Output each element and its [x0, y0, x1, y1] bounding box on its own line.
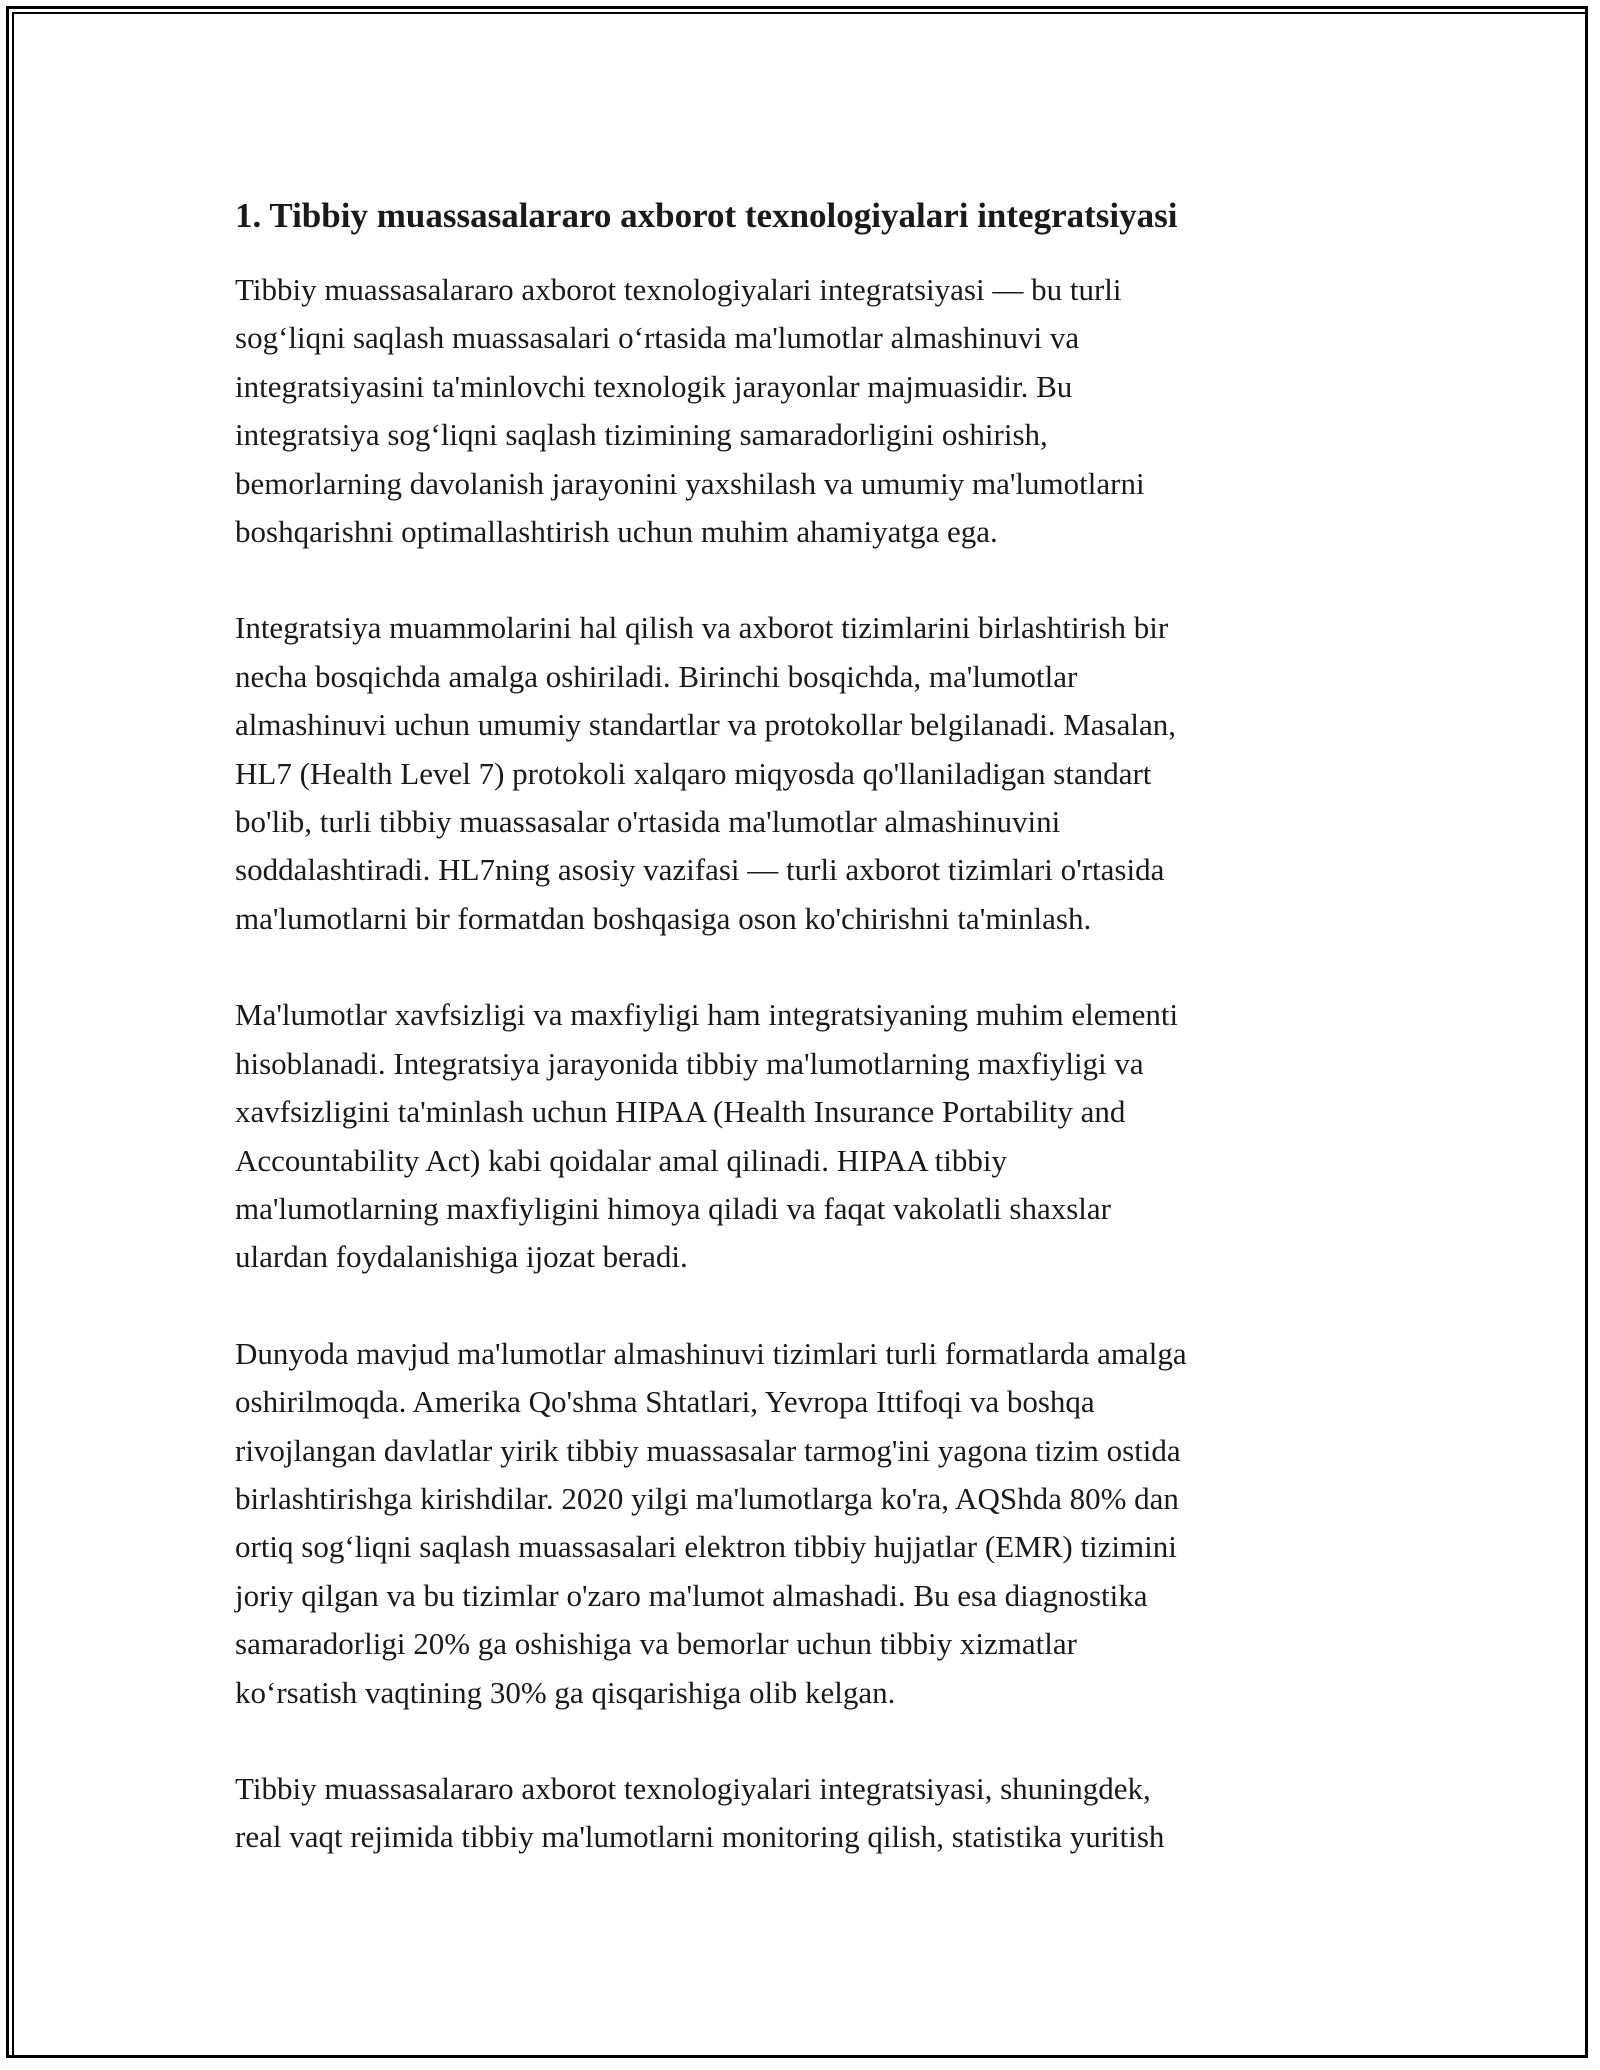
text-line: ma'lumotlarni bir formatdan boshqasiga oson ko'chirishni ta'minlash. — [235, 900, 1092, 936]
text-line: birlashtirishga kirishdilar. 2020 yilgi ma'lumotlarga ko'ra, AQShda 80% dan — [235, 1480, 1179, 1516]
text-line: necha bosqichda amalga oshiriladi. Birinchi bosqichda, ma'lumotlar — [235, 658, 1078, 694]
text-line: almashinuvi uchun umumiy standartlar va protokollar belgilanadi. Masalan, — [235, 707, 1176, 743]
text-line: joriy qilgan va bu tizimlar o'zaro ma'lumot almashadi. Bu esa diagnostika — [235, 1577, 1148, 1613]
section-heading: 1. Tibbiy muassasalararo axborot texnologiyalari integratsiyasi — [235, 196, 1178, 235]
text-line: bemorlarning davolanish jarayonini yaxshilash va umumiy ma'lumotlarni — [235, 465, 1145, 501]
text-line: samaradorligi 20% ga oshishiga va bemorlar uchun tibbiy xizmatlar — [235, 1626, 1077, 1662]
document-body — [235, 188, 1375, 1910]
text-line: boshqarishni optimallashtirish uchun muhim ahamiyatga ega. — [235, 514, 998, 550]
text-line: ma'lumotlarning maxfiyligini himoya qiladi va faqat vakolatli shaxslar — [235, 1190, 1111, 1226]
text-line: sog‘liqni saqlash muassasalari o‘rtasida ma'lumotlar almashinuvi va — [235, 320, 1080, 356]
text-line: Ma'lumotlar xavfsizligi va maxfiyligi ham integratsiyaning muhim elementi — [235, 997, 1179, 1033]
paragraph-4 — [235, 1330, 1375, 1717]
text-line: bo'lib, turli tibbiy muassasalar o'rtasida ma'lumotlar almashinuvini — [235, 804, 1061, 840]
text-line: integratsiyasini ta'minlovchi texnologik jarayonlar majmuasidir. Bu — [235, 368, 1073, 404]
text-line: Tibbiy muassasalararo axborot texnologiyalari integratsiyasi — bu turli — [235, 272, 1122, 307]
text-line: real vaqt rejimida tibbiy ma'lumotlarni monitoring qilish, statistika yuritish — [235, 1819, 1165, 1855]
text-line: Integratsiya muammolarini hal qilish va axborot tizimlarini birlashtirish bir — [235, 610, 1169, 646]
paragraph-5 — [235, 1765, 1375, 1862]
text-line: xavfsizligini ta'minlash uchun HIPAA (Health Insurance Portability and — [235, 1094, 1126, 1130]
text-line: Tibbiy muassasalararo axborot texnologiyalari integratsiyasi, shuningdek, — [235, 1770, 1151, 1806]
text-line: HL7 (Health Level 7) protokoli xalqaro miqyosda qo'llaniladigan standart — [235, 755, 1152, 791]
text-line: oshirilmoqda. Amerika Qo'shma Shtatlari, Yevropa Ittifoqi va boshqa — [235, 1384, 1095, 1420]
text-line: ortiq sog‘liqni saqlash muassasalari elektron tibbiy hujjatlar (EMR) tizimini — [235, 1529, 1177, 1565]
text-line: Accountability Act) kabi qoidalar amal qilinadi. HIPAA tibbiy — [235, 1142, 1008, 1178]
text-line: soddalashtiradi. HL7ning asosiy vazifasi — turli axborot tizimlari o'rtasida — [235, 852, 1165, 888]
text-line: rivojlangan davlatlar yirik tibbiy muassasalar tarmog'ini yagona tizim ostida — [235, 1432, 1181, 1468]
text-line: ko‘rsatish vaqtining 30% ga qisqarishiga olib kelgan. — [235, 1674, 896, 1710]
paragraph-1 — [235, 266, 1375, 556]
text-line: integratsiya sog‘liqni saqlash tizimining samaradorligini oshirish, — [235, 417, 1048, 453]
text-line: Dunyoda mavjud ma'lumotlar almashinuvi tizimlari turli formatlarda amalga — [235, 1335, 1187, 1371]
paragraph-2 — [235, 604, 1375, 943]
paragraph-3 — [235, 991, 1375, 1281]
text-line: ulardan foydalanishiga ijozat beradi. — [235, 1239, 688, 1275]
text-line: hisoblanadi. Integratsiya jarayonida tibbiy ma'lumotlarning maxfiyligi va — [235, 1045, 1144, 1081]
